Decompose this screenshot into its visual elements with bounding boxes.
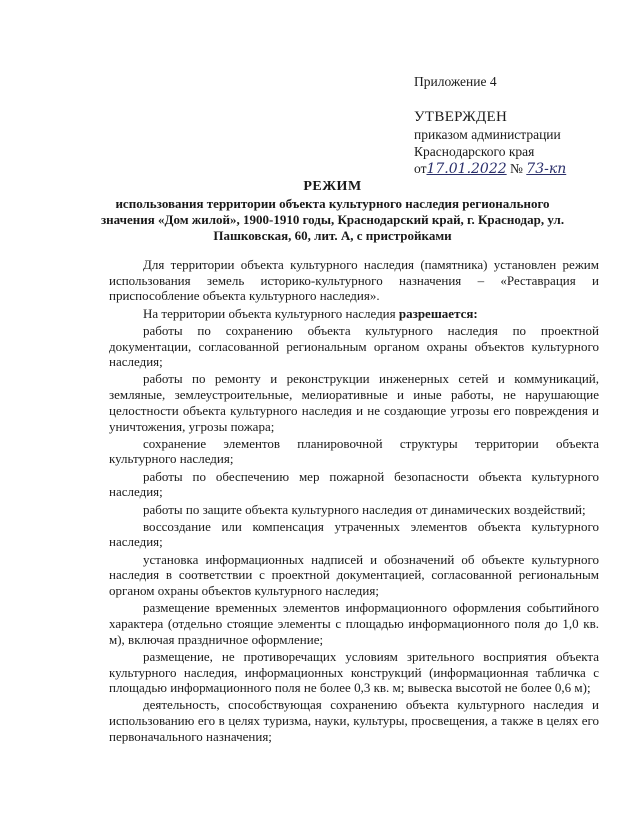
list-item: размещение временных элементов информационного оформления событийного характера (отдельно стоящие элементы с площадью информационного поля до 1,0 кв. м), включая праздничное оформление;	[109, 600, 599, 647]
list-item: деятельность, способствующая сохранению объекта культурного наследия и использованию его в целях туризма, науки, культуры, просвещения, а также в целях его первоначального назначения;	[109, 697, 599, 744]
list-item: работы по обеспечению мер пожарной безопасности объекта культурного наследия;	[109, 468, 599, 500]
list-item: размещение, не противоречащих условиям зрительного восприятия объекта культурного наследия, информационных конструкций (информационная табличка с площадью информационного поля не более 0,3 кв. м; вывеска высотой не более 0,6 м);	[109, 648, 599, 696]
allowed-prefix: На территории объекта культурного наследия	[143, 305, 396, 321]
handwritten-number: 73-кп	[526, 161, 567, 177]
document-heading	[90, 178, 575, 244]
intro-paragraph: Для территории объекта культурного наследия (памятника) установлен режим использования земель историко-культурного назначения – «Реставрация и приспособление объекта культурного наследия».	[109, 257, 599, 304]
region-line: Краснодарского края	[414, 144, 535, 159]
list-item: работы по защите объекта культурного наследия от динамических воздействий;	[143, 501, 586, 517]
order-line: приказом администрации	[414, 127, 561, 142]
handwritten-date: 17.01.2022	[426, 161, 507, 177]
from-label: от	[414, 161, 427, 176]
list-item: воссоздание или компенсация утраченных элементов объекта культурного наследия;	[109, 518, 599, 550]
heading-subtitle: использования территории объекта культурного наследия регионального значения «Дом жилой», 1900-1910 годы, Краснодарский край, г. Краснодар, ул. Пашковская, 60, лит. А, с пристройками	[100, 196, 565, 243]
heading-title: РЕЖИМ	[303, 179, 362, 194]
annex-label: Приложение 4	[414, 74, 497, 89]
approval-block	[414, 73, 624, 178]
date-number-line	[414, 160, 624, 178]
number-sign: №	[510, 161, 523, 176]
list-item: работы по ремонту и реконструкции инженерных сетей и коммуникаций, земляные, землеустроительные, мелиоративные и иные работы, не нарушающие целостности объекта культурного наследия и не создающие угрозы его повреждения и уничтожения, угрозы пожара;	[109, 371, 599, 434]
allowed-paragraph	[109, 306, 599, 322]
approved-stamp-text: УТВЕРЖДЕН	[414, 109, 508, 125]
list-item: сохранение элементов планировочной структуры территории объекта культурного наследия;	[109, 435, 599, 467]
allowed-bold: разрешается:	[398, 305, 478, 321]
list-item: работы по сохранению объекта культурного наследия по проектной документации, согласованной региональным органом охраны объектов культурного наследия;	[109, 322, 599, 370]
document-body	[109, 257, 599, 746]
list-item: установка информационных надписей и обозначений об объекте культурного наследия в соответствии с проектной документацией, согласованной региональным органом охраны объектов культурного наследия;	[109, 551, 599, 599]
